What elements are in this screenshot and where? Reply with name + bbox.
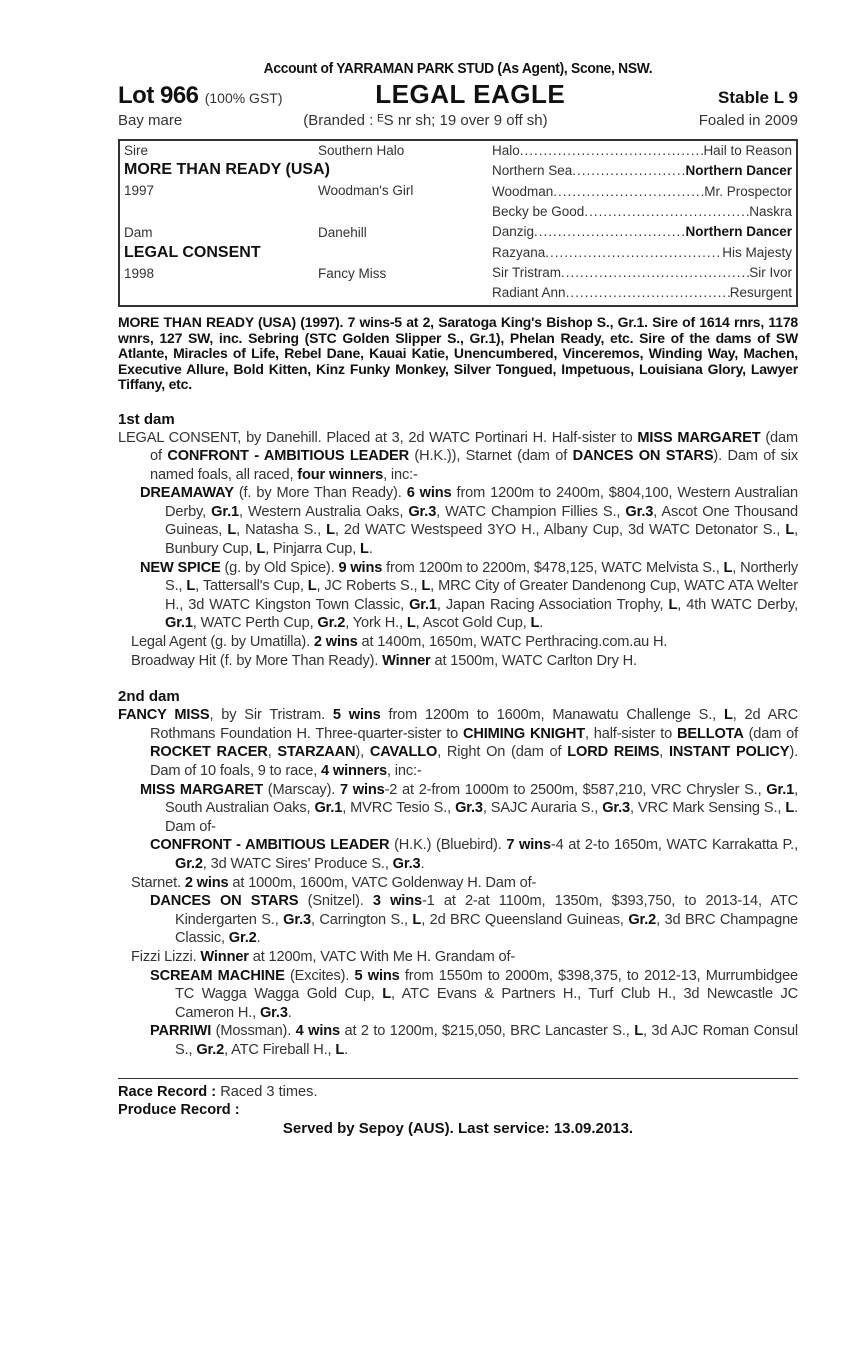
text: (Excites).	[284, 967, 355, 984]
text: at 1500m, WATC Carlton Dry H.	[430, 652, 637, 669]
text: , Ascot Gold Cup,	[415, 615, 531, 632]
ancestor-name: Danzig	[492, 224, 535, 240]
produce-entry	[118, 1022, 798, 1059]
ancestor-row	[492, 224, 792, 239]
text: , Tattersall's Cup,	[195, 578, 308, 595]
second-dam-heading: 2nd dam	[118, 688, 180, 706]
text: .	[256, 930, 261, 947]
text: .	[287, 1004, 292, 1021]
text: -4 at 2-to 1650m, WATC Karrakatta P.,	[550, 837, 798, 854]
bold-text: L	[186, 578, 196, 595]
text: , MVRC Tesio S.,	[342, 800, 456, 817]
text: , 3d WATC Sires' Produce S.,	[202, 855, 393, 872]
produce-entry	[118, 781, 798, 837]
bold-text: Gr.2	[317, 615, 346, 632]
bold-text: DANCES ON STARS	[150, 893, 299, 910]
lot-number	[118, 82, 283, 110]
bold-text: L	[406, 615, 416, 632]
ancestor-name: Northern Sea	[492, 163, 573, 179]
bold-text: L	[785, 800, 795, 817]
brand: (Branded : ᴱS nr sh; 19 over 9 off sh)	[303, 112, 548, 129]
text: ). Dam of six named foals, all raced,	[150, 448, 798, 483]
bold-text: L	[530, 615, 540, 632]
text: from 1200m to 2400m, $804,100, Western Australian Derby,	[165, 485, 798, 520]
leader-dots	[572, 163, 685, 178]
race-record-label: Race Record :	[118, 1083, 217, 1100]
text: , half-sister to	[585, 725, 677, 742]
bold-text: 9 wins	[338, 559, 383, 576]
text: ,	[659, 744, 670, 761]
ancestor-sire: Hail to Reason	[703, 143, 792, 158]
bold-text: L	[723, 559, 733, 576]
produce-entry	[118, 967, 798, 1023]
produce-entry	[118, 874, 798, 893]
bold-text: BELLOTA	[676, 725, 744, 742]
leader-dots	[561, 265, 749, 280]
produce-entry	[118, 484, 798, 558]
text: , 3d AJC Roman Consul S.,	[175, 1023, 799, 1058]
ancestor-name: Radiant Ann	[492, 285, 566, 301]
bold-text: Gr.1	[314, 800, 343, 817]
ancestor-row	[492, 143, 792, 158]
text: ). Dam of 10 foals, 9 to race,	[150, 744, 798, 779]
produce-entry	[118, 948, 798, 967]
bold-text: Gr.3	[455, 800, 483, 817]
text: , 2d BRC Queensland Guineas,	[421, 911, 629, 928]
text: at 1000m, 1600m, VATC Goldenway H. Dam of-	[228, 874, 537, 891]
bold-text: L	[412, 911, 422, 928]
gst-note: (100% GST)	[204, 90, 283, 106]
catalogue-page	[118, 60, 798, 1137]
text: .	[368, 541, 373, 558]
bold-text: Winner	[382, 652, 431, 669]
bold-text: L	[785, 522, 795, 539]
ancestor-row	[492, 265, 792, 280]
produce-entry	[118, 429, 798, 485]
text: .	[539, 615, 544, 632]
dam-label: Dam	[124, 225, 153, 240]
bold-text: Gr.1	[409, 596, 437, 613]
bold-text: Gr.1	[211, 503, 239, 520]
produce-entry	[118, 892, 798, 948]
bold-text: CONFRONT - AMBITIOUS LEADER	[167, 448, 409, 465]
text: , WATC Perth Cup,	[192, 615, 318, 632]
bold-text: Gr.2	[196, 1041, 225, 1058]
bold-text: Gr.3	[408, 503, 437, 520]
lot-label: Lot 966	[118, 82, 199, 109]
text: .	[420, 855, 425, 872]
bold-text: L	[335, 1041, 345, 1058]
dam-year: 1998	[124, 266, 155, 281]
grandsire-maternal: Danehill	[318, 225, 367, 240]
leader-dots	[566, 285, 730, 300]
bold-text: MISS MARGARET	[140, 781, 263, 798]
text: , Carrington S.,	[310, 911, 413, 928]
grandsire-paternal: Southern Halo	[318, 143, 405, 158]
text: , inc:-	[383, 466, 418, 483]
text: , VRC Mark Sensing S.,	[630, 800, 786, 817]
ancestor-row	[492, 163, 792, 178]
granddam-paternal: Woodman's Girl	[318, 183, 414, 198]
bold-text: 5 wins	[354, 967, 400, 984]
text: , Bunbury Cup,	[165, 522, 798, 558]
ancestor-row	[492, 204, 792, 219]
bold-text: 7 wins	[339, 781, 385, 798]
divider	[118, 1078, 798, 1079]
ancestor-row	[492, 245, 792, 260]
text: from 1200m to 2200m, $478,125, WATC Melvista S.,	[382, 559, 724, 576]
bold-text: CAVALLO	[369, 744, 438, 761]
bold-text: L	[382, 986, 392, 1003]
granddam-maternal: Fancy Miss	[318, 266, 387, 281]
ancestor-sire: Northern Dancer	[685, 163, 792, 179]
ancestor-sire: Resurgent	[729, 285, 792, 301]
bold-text: Gr.1	[766, 781, 795, 798]
text: , JC Roberts S.,	[316, 578, 422, 595]
text: , 3d BRC Champagne Classic,	[175, 911, 798, 947]
horse-name: LEGAL EAGLE	[375, 79, 566, 109]
text: .	[344, 1041, 349, 1058]
text: (dam of	[743, 725, 798, 742]
leader-dots	[534, 224, 685, 239]
race-record-value: Raced 3 times.	[216, 1083, 318, 1100]
bold-text: L	[421, 578, 431, 595]
ancestor-sire: His Majesty	[722, 244, 792, 260]
text: from 1550m to 2000m, $398,375, to 2012-13, Murrumbidgee TC Wagga Wagga Gold Cup,	[175, 967, 798, 1003]
bold-text: L	[668, 596, 678, 613]
text: , York H.,	[345, 615, 407, 632]
bold-text: L	[634, 1023, 643, 1040]
ancestor-name: Sir Tristram	[492, 264, 561, 280]
text: . Dam of-	[165, 800, 799, 835]
text: (Marscay).	[262, 781, 340, 798]
bold-text: L	[256, 541, 266, 558]
ancestor-name: Halo	[492, 143, 520, 158]
sire-label: Sire	[124, 143, 149, 158]
dam-name: LEGAL CONSENT	[124, 244, 261, 261]
text: (f. by More Than Ready).	[233, 485, 407, 502]
sire-year: 1997	[124, 183, 155, 198]
produce-record-label: Produce Record :	[118, 1101, 240, 1118]
text: , Ascot One Thousand Guineas,	[165, 503, 798, 539]
bold-text: 4 winners	[321, 763, 387, 779]
bold-text: 6 wins	[406, 485, 452, 502]
text: , 2d WATC Westspeed 3YO H., Albany Cup, 3d WATC Detonator S.,	[334, 522, 786, 539]
ancestor-sire: Sir Ivor	[749, 264, 792, 280]
bold-text: Gr.3	[602, 800, 630, 817]
text: , ATC Evans & Partners H., Turf Club H., 3d Newcastle JC Cameron H.,	[175, 986, 798, 1021]
ancestor-sire: Naskra	[749, 203, 792, 219]
produce-entry	[118, 836, 798, 873]
bold-text: ROCKET RACER	[150, 744, 268, 761]
ancestor-row	[492, 184, 792, 199]
bold-text: NEW SPICE	[140, 559, 221, 576]
ancestor-name: Becky be Good	[492, 203, 585, 219]
produce-entry	[118, 633, 798, 652]
leader-dots	[520, 143, 704, 158]
text: -1 at 2-at 1100m, 1350m, $393,750, to 2013-14, ATC Kindergarten S.,	[175, 893, 798, 928]
ancestor-row	[492, 285, 792, 300]
text: , Japan Racing Association Trophy,	[436, 596, 669, 613]
text: , inc:-	[386, 763, 422, 779]
text: (dam of	[150, 429, 798, 465]
text: (g. by Old Spice).	[220, 559, 339, 576]
bold-text: 5 wins	[332, 707, 381, 724]
text: LEGAL CONSENT, by Danehill. Placed at 3, 2d WATC Portinari H. Half-sister to	[118, 429, 638, 446]
produce-entry	[118, 706, 798, 780]
sire-name: MORE THAN READY (USA)	[124, 161, 330, 178]
text: (H.K.) (Bluebird).	[389, 837, 507, 854]
sire-summary: MORE THAN READY (USA) (1997). 7 wins-5 at 2, Saratoga King's Bishop S., Gr.1. Sire of 1614 rnrs, 1178 wnrs, 127 SW, inc. Sebring (STC Golden Slipper S., Gr.1), Phelan Ready, etc. Sire of the dams of SW Atlante, Miracles of Life, Rebel Dane, Kauai Katie, Unencumbered, Vinceremos, Winding Way, Machen, Executive Allure, Bold Kitten, Kinz Funky Monkey, Silver Tongued, Impetuous, Louisiana Glory, Lawyer Tiffany, etc.	[118, 314, 798, 392]
bold-text: Gr.2	[175, 855, 203, 872]
bold-text: SCREAM MACHINE	[150, 967, 285, 984]
bold-text: DANCES ON STARS	[572, 448, 714, 465]
bold-text: 3 wins	[372, 893, 422, 910]
text: , Northerly S.,	[165, 559, 798, 595]
bold-text: PARRIWI	[150, 1023, 212, 1040]
bold-text: FANCY MISS	[118, 707, 210, 724]
bold-text: CONFRONT - AMBITIOUS LEADER	[150, 837, 390, 854]
bold-text: Gr.2	[228, 930, 257, 947]
text: Broadway Hit (f. by More Than Ready).	[131, 652, 383, 669]
text: at 1200m, VATC With Me H. Grandam of-	[248, 948, 516, 965]
horse-details	[118, 112, 798, 129]
leader-dots	[545, 245, 722, 260]
text: , by Sir Tristram.	[209, 707, 333, 724]
text: at 1400m, 1650m, WATC Perthracing.com.au H.	[357, 634, 668, 651]
bold-text: L	[326, 522, 335, 539]
bold-text: Gr.3	[625, 503, 654, 520]
race-record	[118, 1083, 798, 1101]
bold-text: MISS MARGARET	[637, 429, 761, 446]
text: Fizzi Lizzi.	[131, 948, 201, 965]
ancestor-sire: Northern Dancer	[685, 224, 792, 240]
text: , Western Australia Oaks,	[238, 503, 409, 520]
text: (Snitzel).	[298, 893, 373, 910]
text: , MRC City of Greater Dandenong Cup, WATC ATA Welter H., 3d WATC Kingston Town Classic,	[165, 578, 798, 613]
bold-text: LORD REIMS	[567, 744, 660, 761]
bold-text: Gr.3	[283, 911, 311, 928]
lot-header	[118, 79, 798, 110]
text: from 1200m to 1600m, Manawatu Challenge S.,	[380, 707, 724, 724]
bold-text: 2 wins	[313, 634, 358, 651]
text: Starnet.	[131, 874, 185, 891]
second-dam-section	[118, 706, 798, 1059]
bold-text: L	[307, 578, 317, 595]
bold-text: 4 wins	[295, 1023, 340, 1040]
text: -2 at 2-from 1000m to 2500m, $587,210, VRC Chrysler S.,	[384, 781, 767, 798]
bold-text: INSTANT POLICY	[669, 744, 790, 761]
bold-text: Gr.2	[628, 911, 657, 928]
text: , SAJC Auraria S.,	[482, 800, 603, 817]
bold-text: STARZAAN	[277, 744, 356, 761]
leader-dots	[553, 184, 704, 199]
foaled-year: Foaled in 2009	[698, 112, 798, 129]
pedigree-table	[118, 139, 798, 307]
vendor-account: Account of YARRAMAN PARK STUD (As Agent), Scone, NSW.	[263, 60, 653, 77]
first-dam-heading: 1st dam	[118, 410, 175, 428]
bold-text: Gr.1	[165, 615, 193, 632]
text: ),	[355, 744, 370, 761]
text: , 4th WATC Derby,	[677, 596, 798, 613]
bold-text: Winner	[200, 948, 249, 965]
produce-entry	[118, 559, 798, 633]
bold-text: CHIMING KNIGHT	[462, 725, 586, 742]
text: at 2 to 1200m, $215,050, BRC Lancaster S.,	[340, 1023, 635, 1040]
produce-record	[118, 1101, 798, 1119]
bold-text: Gr.3	[392, 855, 421, 872]
ancestor-sire: Mr. Prospector	[704, 183, 792, 199]
bold-text: 7 wins	[506, 837, 551, 854]
text: , Natasha S.,	[236, 522, 327, 539]
bold-text: four winners	[297, 466, 384, 483]
text: ,	[267, 744, 278, 761]
text: Legal Agent (g. by Umatilla).	[131, 634, 314, 651]
ancestor-name: Razyana	[492, 244, 546, 260]
text: , 2d ARC Rothmans Foundation H. Three-quarter-sister to	[150, 707, 798, 742]
colour-sex: Bay mare	[118, 112, 183, 129]
text: , Pinjarra Cup,	[265, 541, 361, 558]
ancestor-name: Woodman	[492, 183, 554, 199]
first-dam-section	[118, 429, 798, 671]
text: , WATC Champion Fillies S.,	[436, 503, 626, 520]
text: (H.K.)), Starnet (dam of	[408, 448, 573, 465]
produce-entry	[118, 652, 798, 671]
bold-text: L	[227, 522, 237, 539]
service-status: Served by Sepoy (AUS). Last service: 13.09.2013.	[282, 1119, 634, 1137]
text: , Right On (dam of	[437, 744, 568, 761]
text: , ATC Fireball H.,	[224, 1041, 336, 1058]
bold-text: L	[360, 541, 369, 558]
bold-text: L	[723, 707, 733, 724]
text: (Mossman).	[211, 1023, 296, 1040]
leader-dots	[584, 204, 749, 219]
bold-text: 2 wins	[184, 874, 229, 891]
text: , South Australian Oaks,	[165, 781, 798, 817]
bold-text: DREAMAWAY	[140, 485, 234, 502]
stable-number: Stable L 9	[717, 88, 798, 107]
bold-text: Gr.3	[259, 1004, 288, 1021]
